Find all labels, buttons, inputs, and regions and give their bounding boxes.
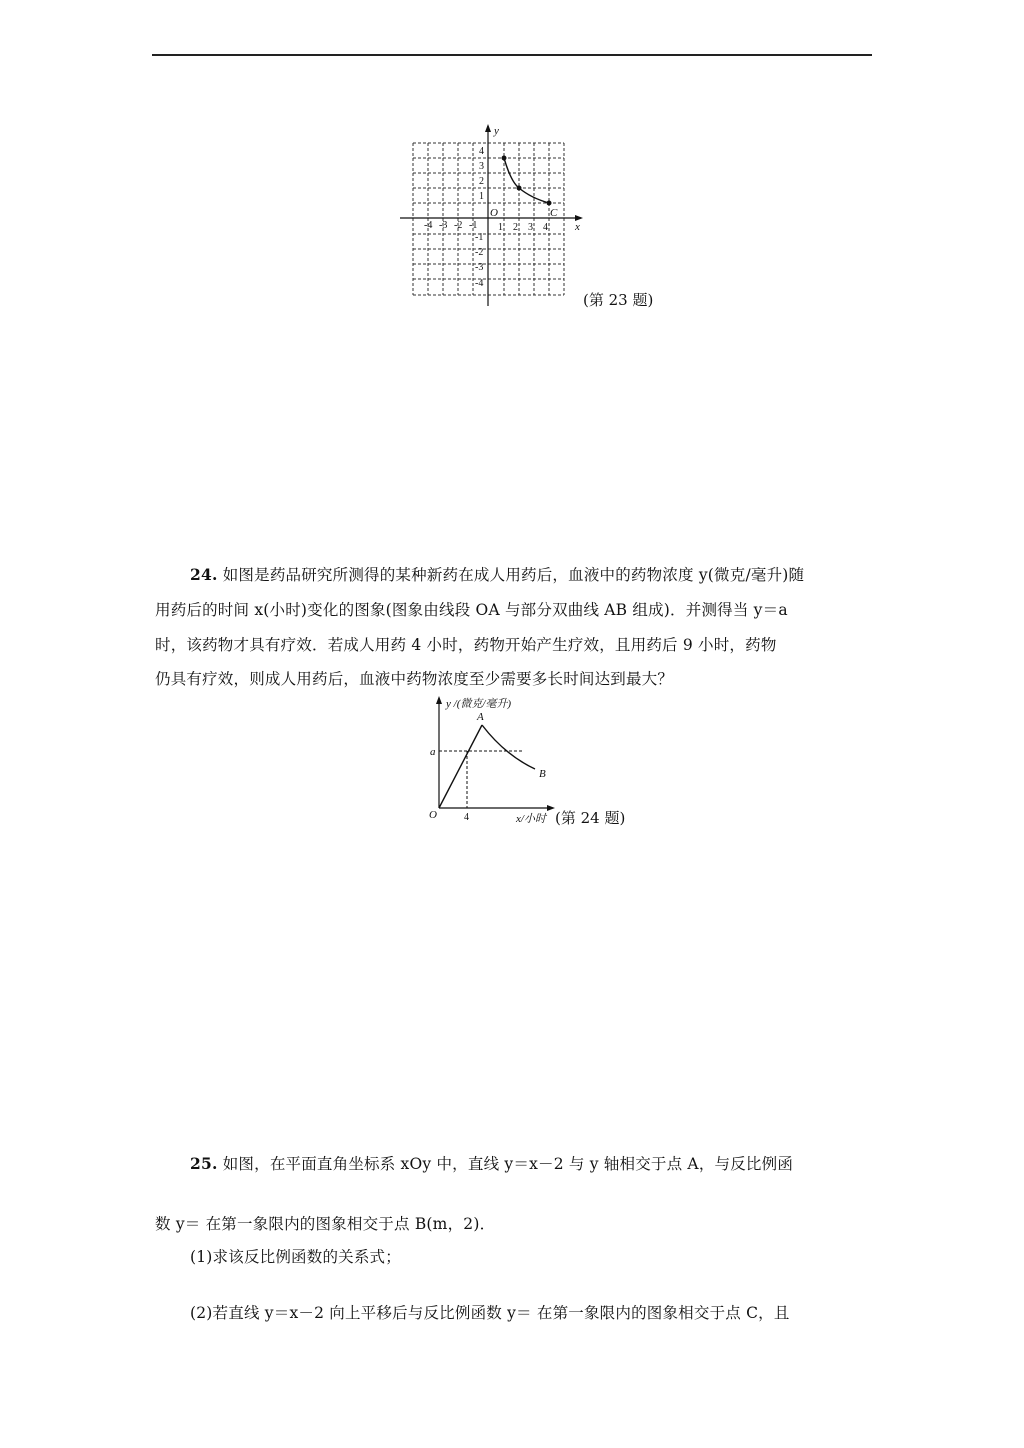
- q24-caption: (第 24 题): [555, 809, 626, 827]
- q23-x-tick: 3: [528, 222, 533, 233]
- q23-y-label: y: [494, 125, 499, 137]
- q23-x-label: x: [575, 221, 580, 233]
- q24-curve-ab: [482, 725, 535, 769]
- q24-segment-oa: [439, 725, 482, 808]
- q24-guides: [439, 751, 522, 808]
- q23-x-tick: -1: [469, 220, 478, 231]
- q24-line-1: [190, 563, 804, 585]
- q25-line-2: 数 y＝ 在第一象限内的图象相交于点 B(m，2)．: [155, 1215, 496, 1233]
- q23-y-tick: -3: [475, 262, 484, 273]
- q23-y-tick: 2: [479, 176, 484, 187]
- q25-line-1: [190, 1152, 793, 1174]
- q24-origin-label: O: [429, 809, 437, 821]
- q23-y-tick: -1: [475, 232, 484, 243]
- q23-y-tick: -2: [475, 247, 484, 258]
- q25-part-1: (1)求该反比例函数的关系式；: [190, 1248, 401, 1266]
- q24-x-label: x/小时: [516, 813, 546, 825]
- q25-part-2: (2)若直线 y＝x－2 向上平移后与反比例函数 y＝ 在第一象限内的图象相交于点 C，且: [190, 1304, 790, 1322]
- q24-a-label: A: [477, 711, 484, 723]
- q23-point-mid: [517, 186, 522, 191]
- q23-x-tick-labels: [424, 220, 548, 233]
- q24-x-arrow: [547, 805, 555, 811]
- q25-text-1: 如图，在平面直角坐标系 xOy 中，直线 y＝x－2 与 y 轴相交于点 A，与反比例函: [222, 1155, 794, 1173]
- q23-point-c: [547, 201, 552, 206]
- q24-axes: [439, 700, 551, 808]
- q23-c-label: C: [550, 207, 558, 219]
- q23-y-arrow: [485, 124, 491, 132]
- q23-y-tick: 4: [479, 146, 484, 157]
- q24-y-label: y /(微克/毫升): [446, 698, 512, 710]
- q23-x-tick: -4: [424, 220, 433, 231]
- q23-curve: [504, 158, 549, 203]
- q25-number: 25.: [190, 1154, 218, 1173]
- q23-x-tick: -2: [454, 220, 463, 231]
- q24-number: 24.: [190, 565, 218, 584]
- q23-y-tick: 3: [479, 161, 484, 172]
- q24-b-label: B: [539, 768, 546, 780]
- q23-point-start: [502, 156, 507, 161]
- q23-x-tick: 2: [513, 222, 518, 233]
- header-rule: [152, 54, 872, 56]
- q24-y-arrow: [436, 696, 442, 704]
- q23-x-tick: -3: [439, 220, 448, 231]
- q24-tick-4: 4: [464, 812, 469, 823]
- q24-text-1: 如图是药品研究所测得的某种新药在成人用药后，血液中的药物浓度 y(微克/毫升)随: [222, 566, 805, 584]
- q24-line-3: 时，该药物才具有疗效．若成人用药 4 小时，药物开始产生疗效，且用药后 9 小时，药物: [155, 636, 777, 654]
- q23-graph: [395, 120, 595, 310]
- q23-x-tick: 1: [498, 222, 503, 233]
- q23-caption: (第 23 题): [583, 291, 654, 309]
- q24-line-2: 用药后的时间 x(小时)变化的图象(图象由线段 OA 与部分双曲线 AB 组成)．并测得当 y＝a: [155, 601, 788, 619]
- q24-graph: [425, 692, 565, 832]
- q24-line-4: 仍具有疗效，则成人用药后，血液中药物浓度至少需要多长时间达到最大？: [155, 670, 674, 688]
- q23-x-tick: 4: [543, 222, 548, 233]
- q23-y-tick: -4: [475, 278, 484, 289]
- q24-level-a: a: [430, 746, 436, 758]
- q23-origin-label: O: [490, 207, 498, 219]
- q23-y-tick: 1: [479, 191, 484, 202]
